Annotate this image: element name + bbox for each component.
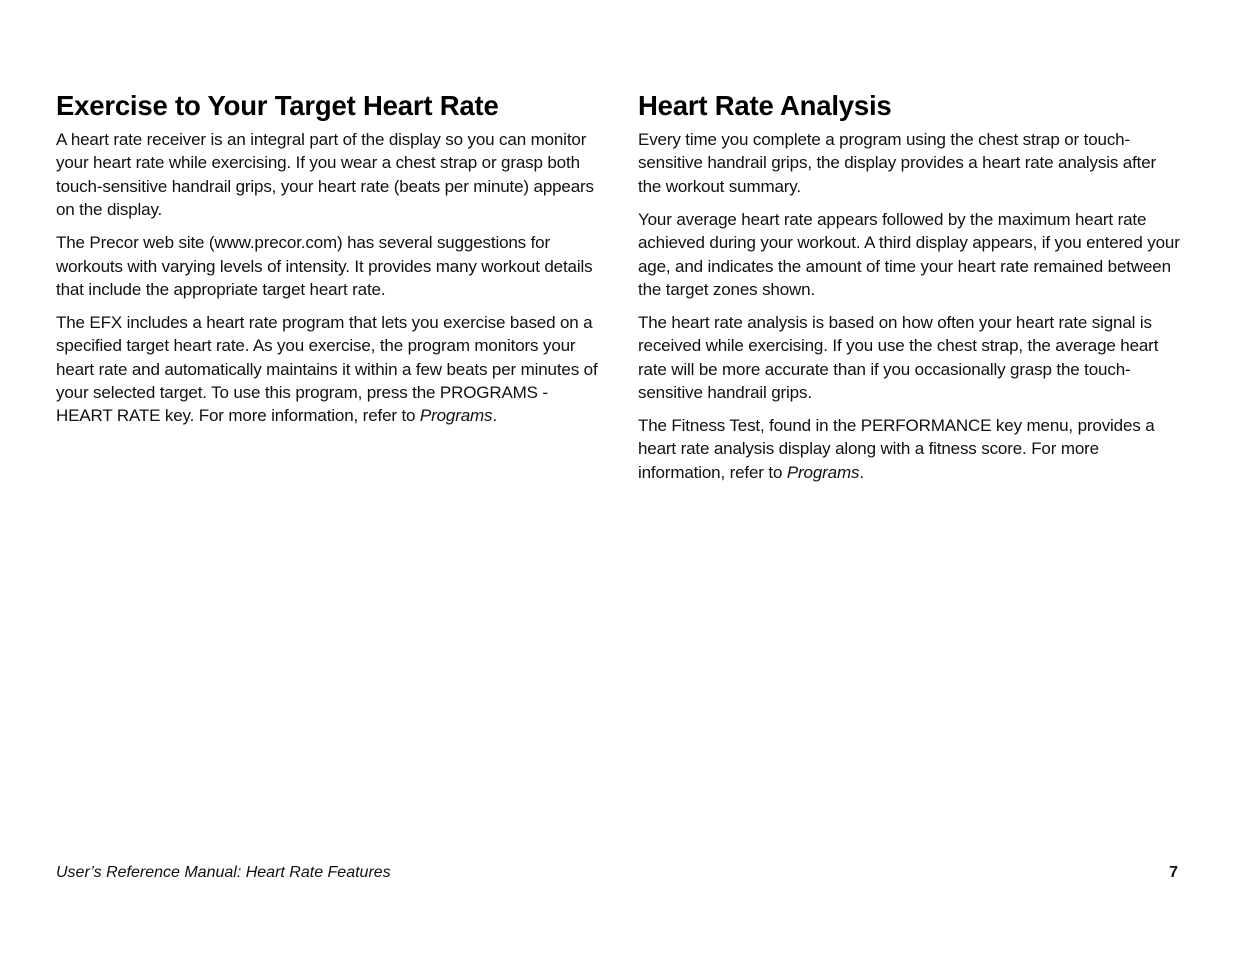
- paragraph: A heart rate receiver is an integral part of the display so you can monitor your heart rate while exercising. If you wear a chest strap or grasp both touch-sensitive handrail grips, your heart rate (beats per minute) appears on the display.: [56, 130, 594, 220]
- left-column: [56, 88, 598, 437]
- paragraph: Every time you complete a program using the chest strap or touch-sensitive handrail grips, the display provides a heart rate analysis after the workout summary.: [638, 130, 1157, 196]
- programs-reference: Programs: [786, 462, 860, 482]
- paragraph: The heart rate analysis is based on how often your heart rate signal is received while exercising. If you use the chest strap, the average heart rate will be more accurate than if you occasionally grasp the touch-sensitive handrail grips.: [638, 312, 1159, 403]
- paragraph: [56, 311, 598, 428]
- footer-title: User’s Reference Manual: Heart Rate Features: [56, 864, 391, 881]
- section-heading-heart-rate-analysis: Heart Rate Analysis: [638, 90, 892, 121]
- paragraph: [638, 414, 1180, 484]
- section-heading-target-heart-rate: Exercise to Your Target Heart Rate: [56, 90, 499, 121]
- paragraph: Your average heart rate appears followed by the maximum heart rate achieved during your workout. A third display appears, if you entered your age, and indicates the amount of time your heart rate remained between the target zones shown.: [638, 209, 1180, 299]
- programs-reference: Programs: [419, 406, 493, 426]
- right-column: [638, 88, 1180, 494]
- page-number: 7: [1169, 864, 1178, 881]
- paragraph-text: The Fitness Test, found in the PERFORMANCE key menu, provides a heart rate analysis display along with a fitness score. For more information, refer to: [638, 415, 1155, 482]
- paragraph-end: .: [492, 406, 497, 426]
- paragraph-end: .: [859, 462, 864, 482]
- paragraph-text: The EFX includes a heart rate program that lets you exercise based on a specified target heart rate. As you exercise, the program monitors your heart rate and automatically maintains it within a few beats per minutes of your selected target. To use this program, press the PROGRAMS - HEART RATE key. For more information, refer to: [56, 312, 598, 426]
- paragraph: The Precor web site (www.precor.com) has several suggestions for workouts with varying levels of intensity. It provides many workout details that include the appropriate target heart rate.: [56, 233, 593, 299]
